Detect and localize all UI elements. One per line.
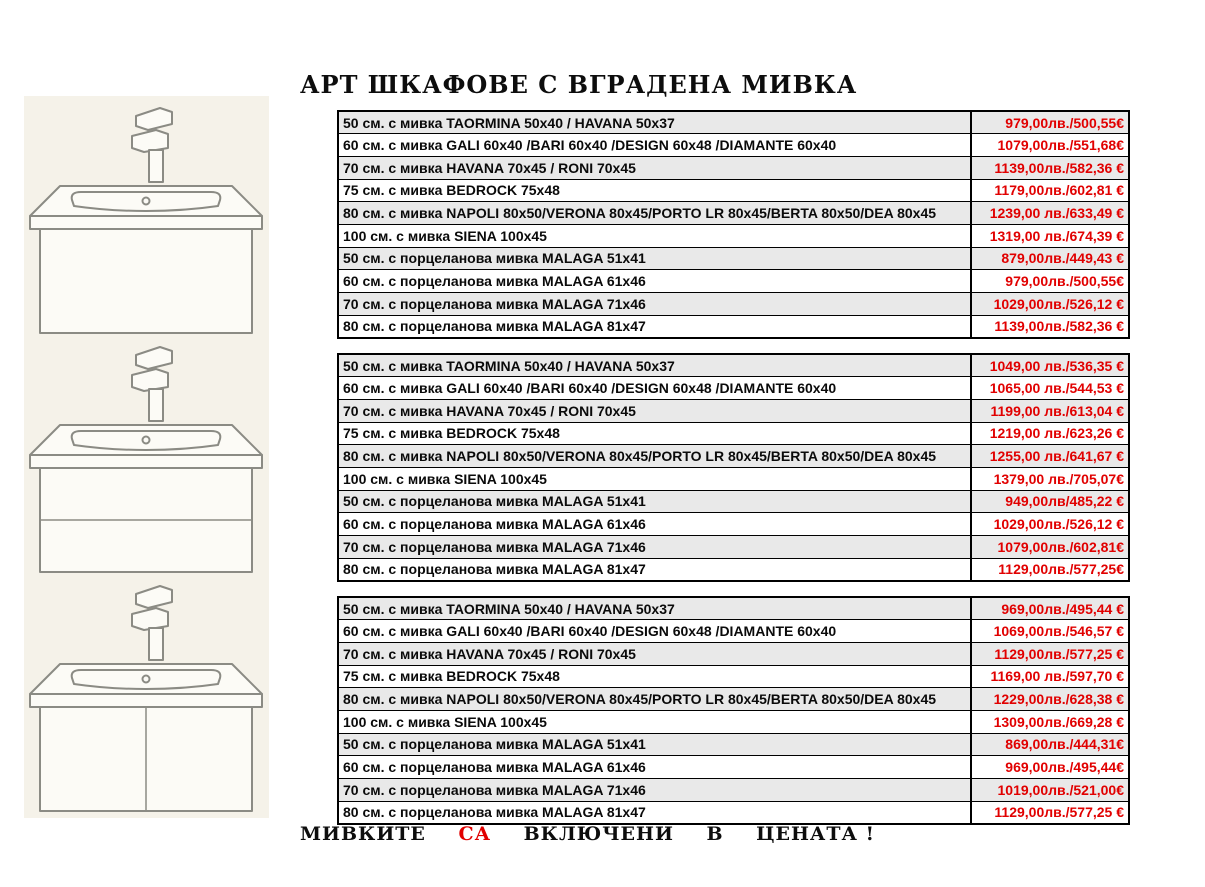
table-row: [338, 293, 1129, 316]
price-cell: 1129,00лв./577,25€: [971, 558, 1129, 581]
price-cell: 1029,00лв./526,12 €: [971, 513, 1129, 536]
footer-word: В: [706, 823, 724, 845]
price-cell: 879,00лв./449,43 €: [971, 247, 1129, 270]
product-description-cell: 50 см. с порцеланова мивка MALAGA 51x41: [338, 247, 971, 270]
product-description-cell: 100 см. с мивка SIENA 100x45: [338, 224, 971, 247]
product-description-cell: 50 см. с мивка TAORMINA 50x40 / HAVANA 50x37: [338, 597, 971, 620]
table-row: [338, 801, 1129, 824]
table-row: [338, 134, 1129, 157]
footer-word: МИВКИТЕ: [300, 823, 426, 845]
table-row: [338, 399, 1129, 422]
product-description-cell: 75 см. с мивка BEDROCK 75x48: [338, 665, 971, 688]
price-cell: 979,00лв./500,55€: [971, 111, 1129, 134]
table-row: [338, 779, 1129, 802]
product-description-cell: 100 см. с мивка SIENA 100x45: [338, 467, 971, 490]
product-description-cell: 60 см. с порцеланова мивка MALAGA 61x46: [338, 270, 971, 293]
price-cell: 1199,00 лв./613,04 €: [971, 399, 1129, 422]
price-cell: 1229,00лв./628,38 €: [971, 688, 1129, 711]
table-row: [338, 224, 1129, 247]
table-row: [338, 156, 1129, 179]
vanity-drawing-icon: [24, 578, 268, 818]
price-cell: 1379,00 лв./705,07€: [971, 467, 1129, 490]
footer-note: [300, 823, 875, 845]
product-description-cell: 100 см. с мивка SIENA 100x45: [338, 710, 971, 733]
price-cell: 1129,00лв./577,25 €: [971, 642, 1129, 665]
footer-word-highlighted: СА: [458, 823, 492, 845]
table-row: [338, 179, 1129, 202]
price-cell: 969,00лв./495,44 €: [971, 597, 1129, 620]
table-row: [338, 490, 1129, 513]
price-cell: 1079,00лв./551,68€: [971, 134, 1129, 157]
table-row: [338, 536, 1129, 559]
price-cell: 969,00лв./495,44€: [971, 756, 1129, 779]
price-table-1: [337, 110, 1130, 339]
product-description-cell: 60 см. с мивка GALI 60x40 /BARI 60x40 /DESIGN 60x48 /DIAMANTE 60x40: [338, 134, 971, 157]
price-cell: 1079,00лв./602,81€: [971, 536, 1129, 559]
price-cell: 1129,00лв./577,25 €: [971, 801, 1129, 824]
price-cell: 1255,00 лв./641,67 €: [971, 445, 1129, 468]
table-row: [338, 202, 1129, 225]
vanity-drawing-icon: [24, 339, 268, 579]
table-row: [338, 597, 1129, 620]
vanity-cabinet-two-doors-illustration: [24, 578, 268, 814]
table-row: [338, 620, 1129, 643]
product-description-cell: 70 см. с порцеланова мивка MALAGA 71x46: [338, 779, 971, 802]
product-description-cell: 70 см. с порцеланова мивка MALAGA 71x46: [338, 293, 971, 316]
vanity-drawing-icon: [24, 100, 268, 340]
product-description-cell: 75 см. с мивка BEDROCK 75x48: [338, 422, 971, 445]
table-row: [338, 688, 1129, 711]
price-cell: 1219,00 лв./623,26 €: [971, 422, 1129, 445]
table-row: [338, 665, 1129, 688]
price-cell: 1309,00лв./669,28 €: [971, 710, 1129, 733]
product-description-cell: 60 см. с мивка GALI 60x40 /BARI 60x40 /DESIGN 60x48 /DIAMANTE 60x40: [338, 620, 971, 643]
table-row: [338, 513, 1129, 536]
product-description-cell: 70 см. с порцеланова мивка MALAGA 71x46: [338, 536, 971, 559]
price-cell: 1069,00лв./546,57 €: [971, 620, 1129, 643]
product-description-cell: 80 см. с мивка NAPOLI 80x50/VERONA 80x45/PORTO LR 80x45/BERTA 80x50/DEA 80x45: [338, 688, 971, 711]
table-row: [338, 247, 1129, 270]
product-description-cell: 50 см. с мивка TAORMINA 50x40 / HAVANA 50x37: [338, 111, 971, 134]
product-description-cell: 80 см. с порцеланова мивка MALAGA 81x47: [338, 558, 971, 581]
table-row: [338, 733, 1129, 756]
product-description-cell: 70 см. с мивка HAVANA 70x45 / RONI 70x45: [338, 156, 971, 179]
product-description-cell: 50 см. с порцеланова мивка MALAGA 51x41: [338, 733, 971, 756]
price-cell: 1239,00 лв./633,49 €: [971, 202, 1129, 225]
product-description-cell: 60 см. с порцеланова мивка MALAGA 61x46: [338, 513, 971, 536]
product-description-cell: 60 см. с порцеланова мивка MALAGA 61x46: [338, 756, 971, 779]
price-cell: 869,00лв./444,31€: [971, 733, 1129, 756]
vanity-cabinet-single-front-illustration: [24, 100, 268, 336]
price-cell: 1169,00 лв./597,70 €: [971, 665, 1129, 688]
vanity-cabinet-two-drawers-illustration: [24, 339, 268, 575]
product-description-cell: 80 см. с мивка NAPOLI 80x50/VERONA 80x45/PORTO LR 80x45/BERTA 80x50/DEA 80x45: [338, 445, 971, 468]
table-row: [338, 422, 1129, 445]
price-table-2: [337, 353, 1130, 582]
table-row: [338, 558, 1129, 581]
table-row: [338, 111, 1129, 134]
table-row: [338, 642, 1129, 665]
price-cell: 1065,00 лв./544,53 €: [971, 377, 1129, 400]
table-row: [338, 270, 1129, 293]
product-images-panel: [24, 96, 269, 818]
price-cell: 1139,00лв./582,36 €: [971, 156, 1129, 179]
price-cell: 1179,00лв./602,81 €: [971, 179, 1129, 202]
table-row: [338, 467, 1129, 490]
table-row: [338, 377, 1129, 400]
product-description-cell: 70 см. с мивка HAVANA 70x45 / RONI 70x45: [338, 642, 971, 665]
price-cell: 1319,00 лв./674,39 €: [971, 224, 1129, 247]
table-row: [338, 354, 1129, 377]
table-row: [338, 315, 1129, 338]
product-description-cell: 50 см. с порцеланова мивка MALAGA 51x41: [338, 490, 971, 513]
product-description-cell: 70 см. с мивка HAVANA 70x45 / RONI 70x45: [338, 399, 971, 422]
footer-word: ЦЕНАТА !: [756, 823, 875, 845]
price-cell: 1049,00 лв./536,35 €: [971, 354, 1129, 377]
price-table-3: [337, 596, 1130, 825]
product-description-cell: 50 см. с мивка TAORMINA 50x40 / HAVANA 50x37: [338, 354, 971, 377]
price-cell: 1019,00лв./521,00€: [971, 779, 1129, 802]
page-title: АРТ ШКАФОВЕ С ВГРАДЕНА МИВКА: [300, 70, 858, 99]
table-row: [338, 710, 1129, 733]
price-cell: 1139,00лв./582,36 €: [971, 315, 1129, 338]
table-row: [338, 445, 1129, 468]
product-description-cell: 80 см. с мивка NAPOLI 80x50/VERONA 80x45/PORTO LR 80x45/BERTA 80x50/DEA 80x45: [338, 202, 971, 225]
table-row: [338, 756, 1129, 779]
footer-word: ВКЛЮЧЕНИ: [523, 823, 674, 845]
product-description-cell: 80 см. с порцеланова мивка MALAGA 81x47: [338, 315, 971, 338]
product-description-cell: 60 см. с мивка GALI 60x40 /BARI 60x40 /DESIGN 60x48 /DIAMANTE 60x40: [338, 377, 971, 400]
price-cell: 949,00лв/485,22 €: [971, 490, 1129, 513]
price-cell: 1029,00лв./526,12 €: [971, 293, 1129, 316]
product-description-cell: 75 см. с мивка BEDROCK 75x48: [338, 179, 971, 202]
product-description-cell: 80 см. с порцеланова мивка MALAGA 81x47: [338, 801, 971, 824]
price-cell: 979,00лв./500,55€: [971, 270, 1129, 293]
